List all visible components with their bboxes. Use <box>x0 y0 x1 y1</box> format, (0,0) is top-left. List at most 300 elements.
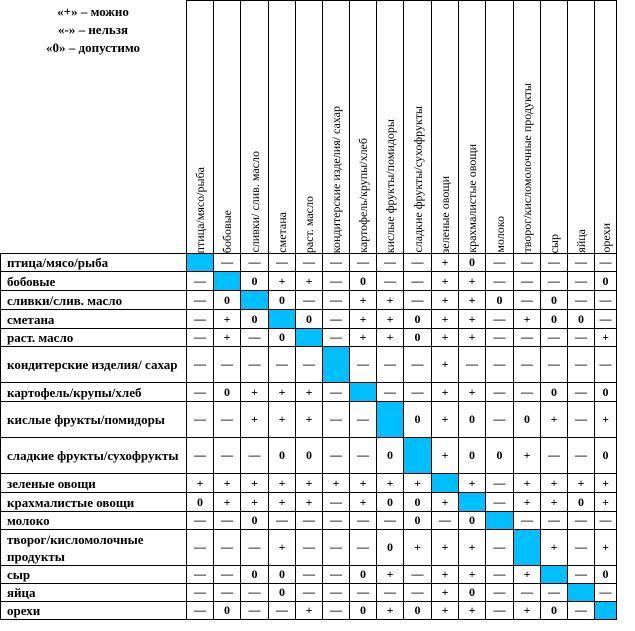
table-cell: — <box>568 402 595 438</box>
table-cell: + <box>377 310 404 329</box>
table-cell: — <box>541 254 568 272</box>
table-cell: — <box>187 347 214 383</box>
row-label <box>1 310 187 329</box>
table-cell: + <box>432 584 459 602</box>
table-cell: — <box>514 347 541 383</box>
table-cell: — <box>568 383 595 402</box>
table-cell: — <box>404 584 432 602</box>
table-cell: — <box>187 402 214 438</box>
row-label-text: сладкие фрукты/сухофрукты <box>7 448 179 463</box>
table-cell: + <box>350 329 377 347</box>
table-row <box>1 383 617 402</box>
table-cell: — <box>595 584 617 602</box>
table-cell: — <box>404 254 432 272</box>
table-row <box>1 329 617 347</box>
table-cell: — <box>350 512 377 530</box>
table-cell: — <box>214 438 241 474</box>
table-cell: — <box>486 474 514 493</box>
table-cell: — <box>296 566 323 584</box>
table-row <box>1 493 617 512</box>
table-cell: — <box>541 347 568 383</box>
table-cell: + <box>459 530 486 566</box>
table-cell: + <box>377 291 404 310</box>
table-cell: + <box>241 493 269 512</box>
table-cell: — <box>241 530 269 566</box>
diagonal-cell <box>187 254 214 272</box>
table-cell: 0 <box>459 402 486 438</box>
table-cell: + <box>595 329 617 347</box>
table-cell: + <box>595 474 617 493</box>
table-cell: — <box>187 512 214 530</box>
row-label-text: молоко <box>7 513 50 528</box>
diagonal-cell <box>241 291 269 310</box>
table-cell: 0 <box>541 383 568 402</box>
table-cell: 0 <box>241 566 269 584</box>
table-row <box>1 254 617 272</box>
table-cell: — <box>514 254 541 272</box>
table-cell: — <box>323 493 350 512</box>
table-cell: — <box>541 584 568 602</box>
table-cell: — <box>486 493 514 512</box>
table-cell: + <box>595 530 617 566</box>
table-row <box>1 438 617 474</box>
column-header-label: сметана <box>275 212 289 253</box>
table-cell: — <box>486 566 514 584</box>
table-cell: 0 <box>404 493 432 512</box>
table-cell: + <box>541 493 568 512</box>
table-cell: — <box>486 602 514 620</box>
legend-minus: «-» – нельзя <box>57 22 128 37</box>
table-cell: + <box>432 566 459 584</box>
row-label <box>1 347 187 383</box>
table-cell: 0 <box>269 566 296 584</box>
column-header-label: творог/кисломолочные продукты <box>520 83 534 253</box>
row-label <box>1 512 187 530</box>
table-cell: — <box>269 254 296 272</box>
table-cell: + <box>350 291 377 310</box>
table-cell: — <box>595 291 617 310</box>
table-cell: + <box>241 474 269 493</box>
table-cell: + <box>459 566 486 584</box>
diagonal-cell <box>568 584 595 602</box>
diagonal-cell <box>214 272 241 291</box>
table-row <box>1 584 617 602</box>
table-cell: + <box>214 310 241 329</box>
table-cell: 0 <box>595 383 617 402</box>
diagonal-cell <box>350 383 377 402</box>
table-cell: — <box>486 254 514 272</box>
table-cell: — <box>514 512 541 530</box>
table-cell: 0 <box>459 584 486 602</box>
table-cell: — <box>568 530 595 566</box>
table-row <box>1 272 617 291</box>
table-cell: + <box>269 493 296 512</box>
table-cell: + <box>432 438 459 474</box>
table-cell: + <box>241 383 269 402</box>
table-cell: — <box>595 512 617 530</box>
table-cell: + <box>459 602 486 620</box>
table-cell: 0 <box>486 291 514 310</box>
table-cell: 0 <box>377 438 404 474</box>
legend-zero: «0» – допустимо <box>46 40 140 55</box>
table-row <box>1 602 617 620</box>
row-label-text: творог/кисломолочные продукты <box>7 531 144 564</box>
table-cell: 0 <box>404 602 432 620</box>
table-cell: — <box>568 291 595 310</box>
table-cell: 0 <box>269 329 296 347</box>
table-cell: + <box>459 474 486 493</box>
table-cell: + <box>514 474 541 493</box>
table-cell: — <box>187 530 214 566</box>
table-cell: — <box>187 584 214 602</box>
column-header-label: сыр <box>547 233 561 253</box>
table-cell: 0 <box>459 254 486 272</box>
table-cell: + <box>269 383 296 402</box>
table-cell: — <box>269 512 296 530</box>
table-cell: + <box>214 474 241 493</box>
table-cell: — <box>269 347 296 383</box>
column-header-label: раст. масло <box>302 195 316 253</box>
table-cell: — <box>214 347 241 383</box>
table-cell: + <box>241 402 269 438</box>
table-cell: — <box>568 512 595 530</box>
table-cell: 0 <box>459 438 486 474</box>
row-label <box>1 272 187 291</box>
table-cell: — <box>486 272 514 291</box>
table-cell: + <box>514 566 541 584</box>
column-header <box>241 1 269 254</box>
diagonal-cell <box>514 530 541 566</box>
table-cell: — <box>377 272 404 291</box>
table-cell: 0 <box>404 310 432 329</box>
diagonal-cell <box>432 474 459 493</box>
table-cell: — <box>187 438 214 474</box>
table-cell: + <box>296 383 323 402</box>
table-cell: 0 <box>350 272 377 291</box>
table-cell: + <box>377 474 404 493</box>
table-cell: — <box>241 329 269 347</box>
table-cell: — <box>350 347 377 383</box>
table-cell: + <box>404 530 432 566</box>
column-header-label: сливки/ слив. масло <box>247 151 262 253</box>
table-cell: — <box>486 383 514 402</box>
row-label-text: птица/мясо/рыба <box>7 255 109 270</box>
table-cell: + <box>568 474 595 493</box>
table-cell: — <box>568 602 595 620</box>
row-label-text: картофель/крупы/хлеб <box>7 384 142 400</box>
column-header-label: молоко <box>492 216 507 253</box>
table-cell: 0 <box>541 310 568 329</box>
table-cell: — <box>241 254 269 272</box>
table-row <box>1 347 617 383</box>
table-cell: + <box>377 566 404 584</box>
diagonal-cell <box>269 310 296 329</box>
table-cell: 0 <box>568 310 595 329</box>
table-cell: 0 <box>187 493 214 512</box>
table-cell: — <box>568 566 595 584</box>
row-label-text: яйца <box>7 585 36 600</box>
table-cell: — <box>187 602 214 620</box>
diagonal-cell <box>595 602 617 620</box>
table-cell: — <box>377 254 404 272</box>
table-cell: + <box>514 310 541 329</box>
column-header <box>514 1 541 254</box>
table-cell: + <box>459 291 486 310</box>
table-cell: — <box>187 566 214 584</box>
table-cell: + <box>432 602 459 620</box>
diagonal-cell <box>296 329 323 347</box>
table-cell: — <box>432 512 459 530</box>
diagonal-cell <box>459 493 486 512</box>
table-row <box>1 474 617 493</box>
table-cell: + <box>514 438 541 474</box>
table-cell: + <box>377 329 404 347</box>
row-label-text: сливки/слив. масло <box>7 292 123 308</box>
table-cell: — <box>323 402 350 438</box>
table-cell: — <box>296 584 323 602</box>
diagonal-cell <box>377 402 404 438</box>
table-row <box>1 402 617 438</box>
row-label <box>1 530 187 566</box>
row-label <box>1 474 187 493</box>
table-cell: — <box>214 530 241 566</box>
table-row <box>1 310 617 329</box>
table-cell: — <box>568 272 595 291</box>
table-cell: — <box>323 566 350 584</box>
table-cell: + <box>296 602 323 620</box>
table-row <box>1 566 617 584</box>
table-cell: + <box>459 329 486 347</box>
table-cell: — <box>377 512 404 530</box>
table-cell: — <box>541 438 568 474</box>
table-cell: — <box>404 272 432 291</box>
table-cell: — <box>514 272 541 291</box>
table-cell: — <box>486 530 514 566</box>
column-header-label: картофель/крупы/хлеб <box>356 138 370 253</box>
table-cell: + <box>595 493 617 512</box>
table-cell: + <box>432 530 459 566</box>
table-cell: 0 <box>214 291 241 310</box>
column-header-label: кондитерские изделия/ сахар <box>329 105 343 253</box>
table-cell: — <box>486 347 514 383</box>
diagonal-cell <box>404 438 432 474</box>
row-label-text: бобовые <box>7 273 56 289</box>
table-cell: — <box>541 329 568 347</box>
table-cell: 0 <box>595 438 617 474</box>
diagonal-cell <box>541 566 568 584</box>
table-cell: — <box>323 329 350 347</box>
table-cell: — <box>486 402 514 438</box>
column-header <box>568 1 595 254</box>
column-header-label: сладкие фрукты/сухофрукты <box>410 106 425 253</box>
table-cell: 0 <box>269 584 296 602</box>
table-cell: 0 <box>350 602 377 620</box>
table-cell: + <box>541 530 568 566</box>
table-cell: — <box>404 347 432 383</box>
row-label-text: сыр <box>7 567 31 582</box>
table-cell: + <box>459 272 486 291</box>
table-cell: — <box>323 438 350 474</box>
table-cell: — <box>323 383 350 402</box>
table-cell: 0 <box>404 402 432 438</box>
column-header <box>432 1 459 254</box>
table-cell: — <box>241 347 269 383</box>
table-cell: + <box>269 402 296 438</box>
table-cell: + <box>269 272 296 291</box>
table-cell: 0 <box>214 602 241 620</box>
table-cell: — <box>404 566 432 584</box>
table-cell: — <box>568 254 595 272</box>
row-label-text: кондитерские изделия/ сахар <box>7 357 178 372</box>
table-cell: — <box>541 272 568 291</box>
column-header <box>595 1 617 254</box>
table-cell: — <box>296 254 323 272</box>
row-label <box>1 254 187 272</box>
table-cell: 0 <box>541 291 568 310</box>
table-cell: — <box>595 254 617 272</box>
column-header-label: бобовые <box>220 209 234 253</box>
table-cell: — <box>514 383 541 402</box>
table-cell: 0 <box>296 310 323 329</box>
column-header <box>459 1 486 254</box>
column-header-label: крахмалистые овощи <box>465 144 479 253</box>
table-cell: + <box>432 310 459 329</box>
table-cell: 0 <box>486 438 514 474</box>
table-cell: — <box>214 512 241 530</box>
table-cell: 0 <box>241 512 269 530</box>
table-cell: — <box>595 310 617 329</box>
table-cell: — <box>595 347 617 383</box>
table-cell: + <box>514 602 541 620</box>
column-header-label: зеленые овощи <box>438 175 452 253</box>
legend-plus: «+» – можно <box>57 4 129 19</box>
table-cell: — <box>323 310 350 329</box>
table-cell: — <box>187 383 214 402</box>
table-cell: + <box>323 474 350 493</box>
table-row <box>1 530 617 566</box>
column-header <box>541 1 568 254</box>
row-label-text: сметана <box>7 311 55 327</box>
column-header <box>269 1 296 254</box>
table-cell: + <box>432 493 459 512</box>
table-cell: + <box>432 291 459 310</box>
table-cell: — <box>514 584 541 602</box>
table-cell: — <box>187 310 214 329</box>
table-cell: — <box>214 566 241 584</box>
table-cell: — <box>377 383 404 402</box>
column-header <box>377 1 404 254</box>
column-header <box>350 1 377 254</box>
legend <box>0 0 186 57</box>
table-cell: + <box>459 310 486 329</box>
table-cell: — <box>214 584 241 602</box>
diagonal-cell <box>486 512 514 530</box>
table-cell: 0 <box>241 272 269 291</box>
table-cell: 0 <box>241 310 269 329</box>
table-cell: — <box>350 438 377 474</box>
table-cell: 0 <box>595 272 617 291</box>
table-cell: — <box>296 347 323 383</box>
row-label-text: кислые фрукты/помидоры <box>7 412 165 427</box>
table-cell: + <box>269 474 296 493</box>
row-label-text: крахмалистые овощи <box>7 494 135 510</box>
table-cell: — <box>459 347 486 383</box>
table-cell: — <box>404 383 432 402</box>
column-header <box>486 1 514 254</box>
row-label <box>1 602 187 620</box>
table-cell: + <box>187 474 214 493</box>
table-cell: — <box>350 254 377 272</box>
table-cell: — <box>214 402 241 438</box>
table-cell: — <box>486 329 514 347</box>
column-header <box>296 1 323 254</box>
table-cell: 0 <box>459 512 486 530</box>
table-cell: + <box>432 329 459 347</box>
row-label <box>1 402 187 438</box>
table-row <box>1 512 617 530</box>
table-cell: 0 <box>568 493 595 512</box>
table-cell: + <box>350 474 377 493</box>
table-cell: + <box>350 310 377 329</box>
diagonal-cell <box>323 347 350 383</box>
table-cell: — <box>541 512 568 530</box>
table-cell: — <box>241 438 269 474</box>
table-cell: — <box>404 291 432 310</box>
table-cell: + <box>432 254 459 272</box>
table-cell: 0 <box>541 602 568 620</box>
table-cell: 0 <box>214 383 241 402</box>
table-cell: — <box>568 329 595 347</box>
table-cell: 0 <box>269 291 296 310</box>
table-cell: — <box>323 512 350 530</box>
table-cell: — <box>323 272 350 291</box>
table-cell: — <box>514 291 541 310</box>
table-cell: + <box>350 493 377 512</box>
table-cell: 0 <box>377 493 404 512</box>
row-label <box>1 291 187 310</box>
table-cell: + <box>541 474 568 493</box>
table-cell: 0 <box>350 566 377 584</box>
row-label-text: зеленые овощи <box>7 475 96 491</box>
table-cell: — <box>323 530 350 566</box>
column-header <box>404 1 432 254</box>
row-label-text: орехи <box>7 603 41 618</box>
table-cell: + <box>595 402 617 438</box>
table-cell: — <box>350 402 377 438</box>
table-cell: — <box>568 438 595 474</box>
row-label-text: раст. масло <box>7 330 74 345</box>
table-cell: + <box>432 402 459 438</box>
table-cell: — <box>296 512 323 530</box>
table-cell: — <box>350 584 377 602</box>
table-cell: — <box>187 272 214 291</box>
table-cell: — <box>323 602 350 620</box>
table-cell: — <box>214 254 241 272</box>
row-label <box>1 566 187 584</box>
column-header-label: яйца <box>574 229 588 253</box>
table-cell: + <box>214 329 241 347</box>
table-cell: 0 <box>269 438 296 474</box>
column-header-label: кислые фрукты/помидоры <box>383 118 397 253</box>
table-cell: + <box>514 493 541 512</box>
table-cell: + <box>269 530 296 566</box>
table-cell: + <box>432 383 459 402</box>
column-header-label: птица/мясо/рыба <box>193 166 207 253</box>
table-cell: + <box>296 402 323 438</box>
table-cell: — <box>486 310 514 329</box>
row-label <box>1 584 187 602</box>
row-label <box>1 493 187 512</box>
